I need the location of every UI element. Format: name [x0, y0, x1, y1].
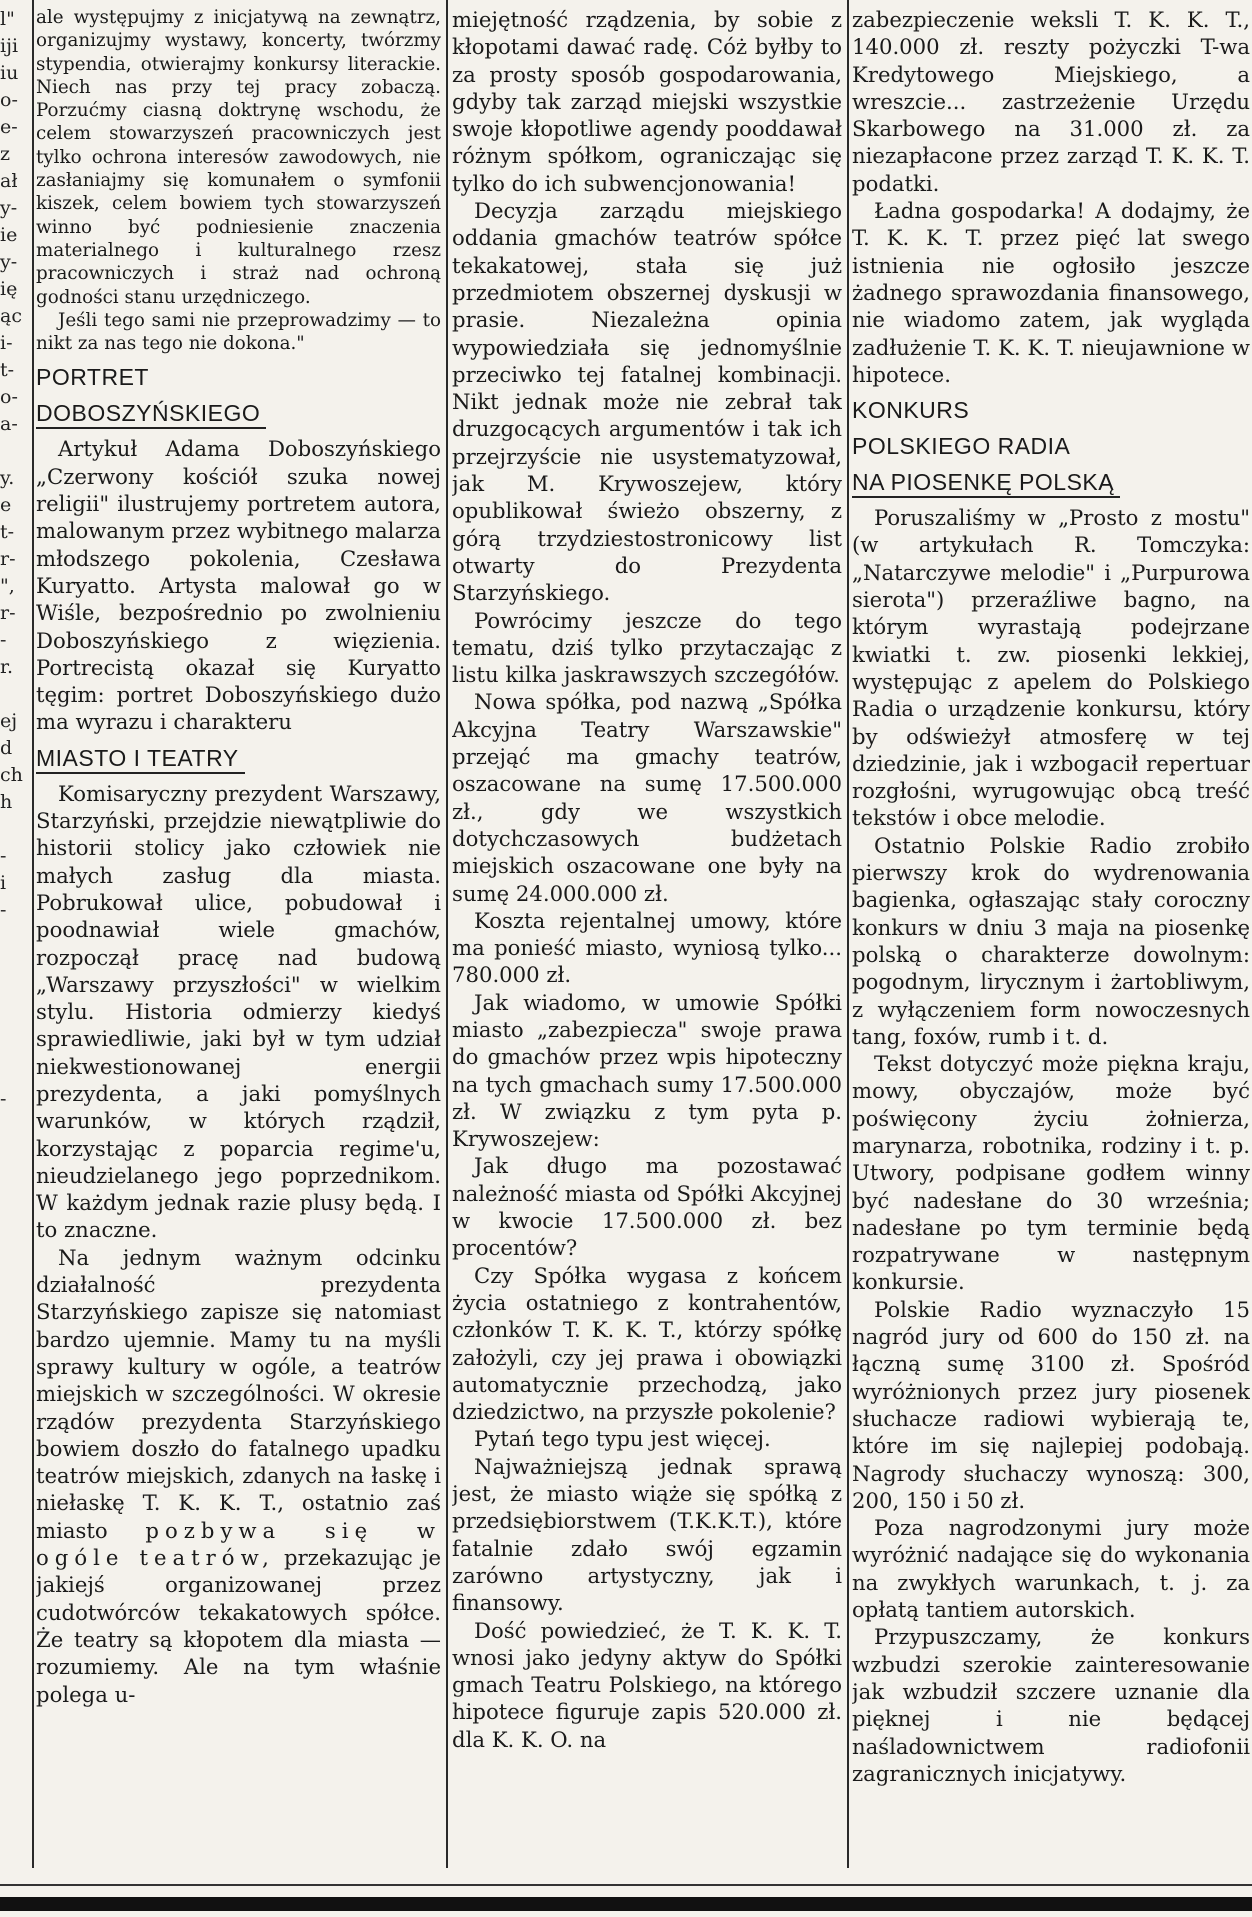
fragment-line: o- [0, 89, 18, 111]
fragment-line: z [0, 143, 11, 165]
column-2 [452, 6, 842, 1753]
article-text: Polskie Radio wyznaczyło 15 nagród jury od 600 do 150 zł. na łączną sumę 3100 zł. Spośród wyróżnionych przez jury piosenek słuchacze radiowi wybierają te, które im się najlepiej podobają. Nagrody słuchaczy wynoszą: 300, 200, 150 i 50 zł. [852, 1296, 1250, 1513]
fragment-line: ", [0, 575, 15, 597]
column-1 [36, 6, 441, 1708]
article-text: Poruszaliśmy w „Prosto z mostu" (w artykułach R. Tomczyka: „Natarczywe melodie" i „Purpurowa sierota") przeraźliwe bagno, na którym wyrastają podejrzane kwiatki t. zw. piosenki lekkiej, występując z apelem do Polskiego Radia o urządzenie konkursu, który by odświeżył atmosferę w tej dziedzinie, jak i wzbogacił repertuar rozgłośni, wyrugowując obcą treść tekstów i obce melodie. [852, 505, 1250, 831]
column-rule [32, 0, 34, 1868]
fragment-line: ię [0, 278, 18, 300]
fragment-line [0, 681, 30, 708]
section-heading: MIASTO I TEATRY [36, 744, 245, 774]
article-text: Ostatnio Polskie Radio zrobiło pierwszy krok do wydrenowania bagienka, ogłaszając stały coroczny konkurs w dniu 3 maja na piosenkę polską o charakterze dowolnym: pogodnym, lirycznym i żartobliwym, z wyłączeniem form nowoczesnych tang, foxów, rumb i t. d. [852, 832, 1250, 1049]
fragment-line: ał [0, 170, 18, 192]
fragment-line: i- [0, 332, 13, 354]
article-text: Pytań tego typu jest więcej. [474, 1426, 771, 1452]
section-heading: DOBOSZYŃSKIEGO [36, 399, 266, 429]
fragment-line [0, 1005, 30, 1032]
fragment-line [0, 951, 30, 978]
article-text: Dość powiedzieć, że T. K. K. T. wnosi jako jedyny aktyw do Spółki gmach Teatru Polskiego, na którego hipotece figuruje zapis 520.000 zł. dla K. K. O. na [452, 1617, 842, 1752]
article-text: Jak wiadomo, w umowie Spółki miasto „zabezpiecza" swoje prawa do gmachów przez wpis hipoteczny na tych gmachach sumy 17.500.000 zł. W związku z tym pyta p. Krywoszejew: [452, 989, 842, 1152]
fragment-line: iji [0, 35, 19, 57]
article-text: Tekst dotyczyć może piękna kraju, mowy, obyczajów, może być poświęcony życiu żołnierza, marynarza, robotnika, rodziny i t. p. Utwory, podpisane godłem winny być nadesłane do 30 września; nadesłane po tym terminie będą rozpatrywane w następnym konkursie. [852, 1051, 1250, 1295]
article-text: miejętność rządzenia, by sobie z kłopotami dawać radę. Cóż byłby to za prosty sposób gospodarowania, gdyby tak zarząd miejski wszystkie swoje kłopotliwe agendy pooddawał różnym spółkom, ograniczając się tylko do ich subwencjonowania! [452, 7, 842, 196]
fragment-line: a- [0, 413, 18, 435]
fragment-line: - [0, 845, 7, 867]
section-heading: POLSKIEGO RADIA [852, 433, 1071, 460]
article-text-part: Na jednym ważnym odcinku działalność prezydenta Starzyńskiego zapisze się natomiast bardzo ujemnie. Mamy tu na myśli sprawy kultury w ogóle, a teatrów miejskich w szczególności. W okresie rządów prezydenta Starzyńskiego bowiem doszło do fatalnego upadku teatrów miejskich, zdanych na łaskę i niełaskę T. K. K. T., ostatnio zaś miasto [36, 1244, 441, 1543]
fragment-line: - [0, 629, 7, 651]
fragment-line: t- [0, 359, 15, 381]
fragment-line: ąc [0, 305, 22, 327]
fragment-line: o- [0, 386, 18, 408]
article-text: Ładna gospodarka! A dodajmy, że T. K. K. T. przez pięć lat swego istnienia nie ogłosiło jeszcze żadnego sprawozdania finansowego, nie wiadomo zatem, jak wygląda zadłużenie T. K. K. T. nieujawnione w hipotece. [852, 198, 1250, 387]
article-text: Powrócimy jeszcze do tego tematu, dziś tylko przytaczając z listu kilka jaskrawszych szczegółów. [452, 607, 842, 688]
fragment-line: ie [0, 224, 18, 246]
fragment-line [0, 438, 30, 465]
fragment-line: d [0, 737, 13, 759]
fragment-line: i [0, 872, 7, 894]
section-heading: PORTRET [36, 364, 149, 391]
fragment-line [0, 978, 30, 1005]
article-text: Jak długo ma pozostawać należność miasta od Spółki Akcyjnej w kwocie 17.500.000 zł. bez procentów? [452, 1153, 842, 1261]
fragment-line: r. [0, 656, 14, 678]
fragment-line: y- [0, 251, 18, 273]
article-text: ale występujmy z inicjatywą na zewnątrz, organizujmy wystawy, koncerty, twórzmy stypendia, otwierajmy konkursy literackie. Niech nas przy tej pracy zobaczą. Porzućmy ciasną doktrynę wschodu, że celem stowarzyszeń pracowniczych jest tylko ochrona interesów zawodowych, nie zasłaniajmy się komunałem o symfonii kiszek, celem bowiem tych stowarzyszeń winno być podniesienie znaczenia materialnego i kulturalnego rzesz pracowniczych i straż nad ochroną godności stanu urzędniczego. [36, 7, 441, 308]
article-text: Najważniejszą jednak sprawą jest, że miasto wiąże się spółką z przedsiębiorstwem (T.K.K.T.), które fatalnie zdało swój egzamin zarówno artystyczny, jak i finansowy. [452, 1453, 842, 1616]
fragment-line: - [0, 1088, 7, 1110]
fragment-line: l" [0, 8, 15, 30]
fragment-line: iu [0, 62, 19, 84]
article-text: Decyzja zarządu miejskiego oddania gmachów teatrów spółce tekakatowej, stała się już przedmiotem obszernej dyskusji w prasie. Niezależna opinia wypowiedziała się jednomyślnie przeciwko tej fatalnej kombinacji. Nikt jednak może nie zebrał tak druzgocących argumentów i tak ich przejrzyście nie usystematyzował, jak M. Krywoszejew, który opublikował świeżo obszerny, z górą trzydziestostronicowy list otwarty do Prezydenta Starzyńskiego. [452, 198, 842, 606]
fragment-line [0, 1032, 30, 1059]
bottom-divider [0, 1884, 1252, 1886]
fragment-line: ej [0, 710, 18, 732]
article-text: Koszta rejentalnej umowy, które ma ponieść miasto, wyniosą tylko... 780.000 zł. [452, 907, 842, 988]
article-text: Jeśli tego sami nie przeprowadzimy — to nikt za nas tego nie dokona." [36, 309, 441, 355]
column-3 [852, 6, 1250, 1787]
article-text: Poza nagrodzonymi jury może wyróżnić nadające się do wykonania na zwykłych warunkach, t. j. za opłatą tantiem autorskich. [852, 1515, 1250, 1623]
fragment-line [0, 816, 30, 843]
fragment-line: - [0, 899, 7, 921]
article-text [36, 1244, 441, 1708]
article-text: Nowa spółka, pod nazwą „Spółka Akcyjna Teatry Warszawskie" przejąć ma gmachy teatrów, oszacowane na sumę 17.500.000 zł., gdy we wszystkich dotychczasowych budżetach miejskich oszacowane one były na sumę 24.000.000 zł. [452, 689, 842, 906]
article-text-part: przekazując je jakiejś organizowanej przez cudotwórców tekakatowych spółce. Że teatry są kłopotem dla miasta — rozumiemy. Ale na tym właśnie polega u- [36, 1545, 441, 1707]
column-rule [847, 0, 849, 1868]
fragment-line: y. [0, 467, 15, 489]
fragment-line: y- [0, 197, 18, 219]
article-text: Artykuł Adama Doboszyńskiego „Czerwony kościół szuka nowej religii" ilustrujemy portretem autora, malowanym przez wybitnego malarza młodszego pokolenia, Czesława Kuryatto. Artysta malował go w Wiśle, bezpośrednio po zwolnieniu Doboszyńskiego z więzienia. Portrecistą okazał się Kuryatto tęgim: portret Doboszyńskiego dużo ma wyrazu i charakteru [36, 436, 441, 735]
bottom-bar [0, 1897, 1252, 1911]
article-text: Przypuszczamy, że konkurs wzbudzi szerokie zainteresowanie jak wzbudził szczere uznanie dla pięknej i nie będącej naśladownictwem radiofonii zagranicznych inicjatywy. [852, 1624, 1250, 1786]
article-text: Czy Spółka wygasa z końcem życia ostatniego z kontrahentów, członków T. K. K. T., którzy spółkę założyli, czy jej prawa i obowiązki automatycznie przechodzą, jako dziedzictwo, na przyszłe pokolenie? [452, 1262, 842, 1425]
fragment-line: e [0, 494, 12, 516]
fragment-line: h [0, 791, 13, 813]
fragment-line: e- [0, 116, 18, 138]
section-heading: KONKURS [852, 397, 970, 424]
cutoff-column [0, 6, 30, 1113]
fragment-line [0, 1059, 30, 1086]
fragment-line: t- [0, 521, 15, 543]
article-text: zabezpieczenie weksli T. K. K. T., 140.000 zł. reszty pożyczki T-wa Kredytowego Miejskiego, a wreszcie... zastrzeżenie Urzędu Skarbowego na 31.000 zł. za niezapłacone przez zarząd T. K. K. T. podatki. [852, 7, 1250, 196]
fragment-line: r- [0, 548, 16, 570]
spaced-emphasis: pozbywa się w ogóle teatrów, [36, 1517, 441, 1571]
fragment-line [0, 924, 30, 951]
article-text: Komisaryczny prezydent Warszawy, Starzyński, przejdzie niewątpliwie do historii stolicy jako człowiek nie małych zasług dla miasta. Pobrukował ulice, pobudował i poodnawiał wiele gmachów, rozpoczął pracę nad budową „Warszawy przyszłości" w wielkim stylu. Historia odmierzy kiedyś sprawiedliwie, jaki był w tym udział niekwestionowanej energii prezydenta, a jaki pomyślnych warunków, w których rządził, korzystając z poparcia regime'u, nieudzielanego jego poprzednikom. W każdym jednak razie plusy będą. I to znaczne. [36, 780, 441, 1243]
fragment-line: ch [0, 764, 23, 786]
fragment-line: r- [0, 602, 16, 624]
section-heading: NA PIOSENKĘ POLSKĄ [852, 468, 1120, 498]
column-rule [446, 0, 448, 1868]
